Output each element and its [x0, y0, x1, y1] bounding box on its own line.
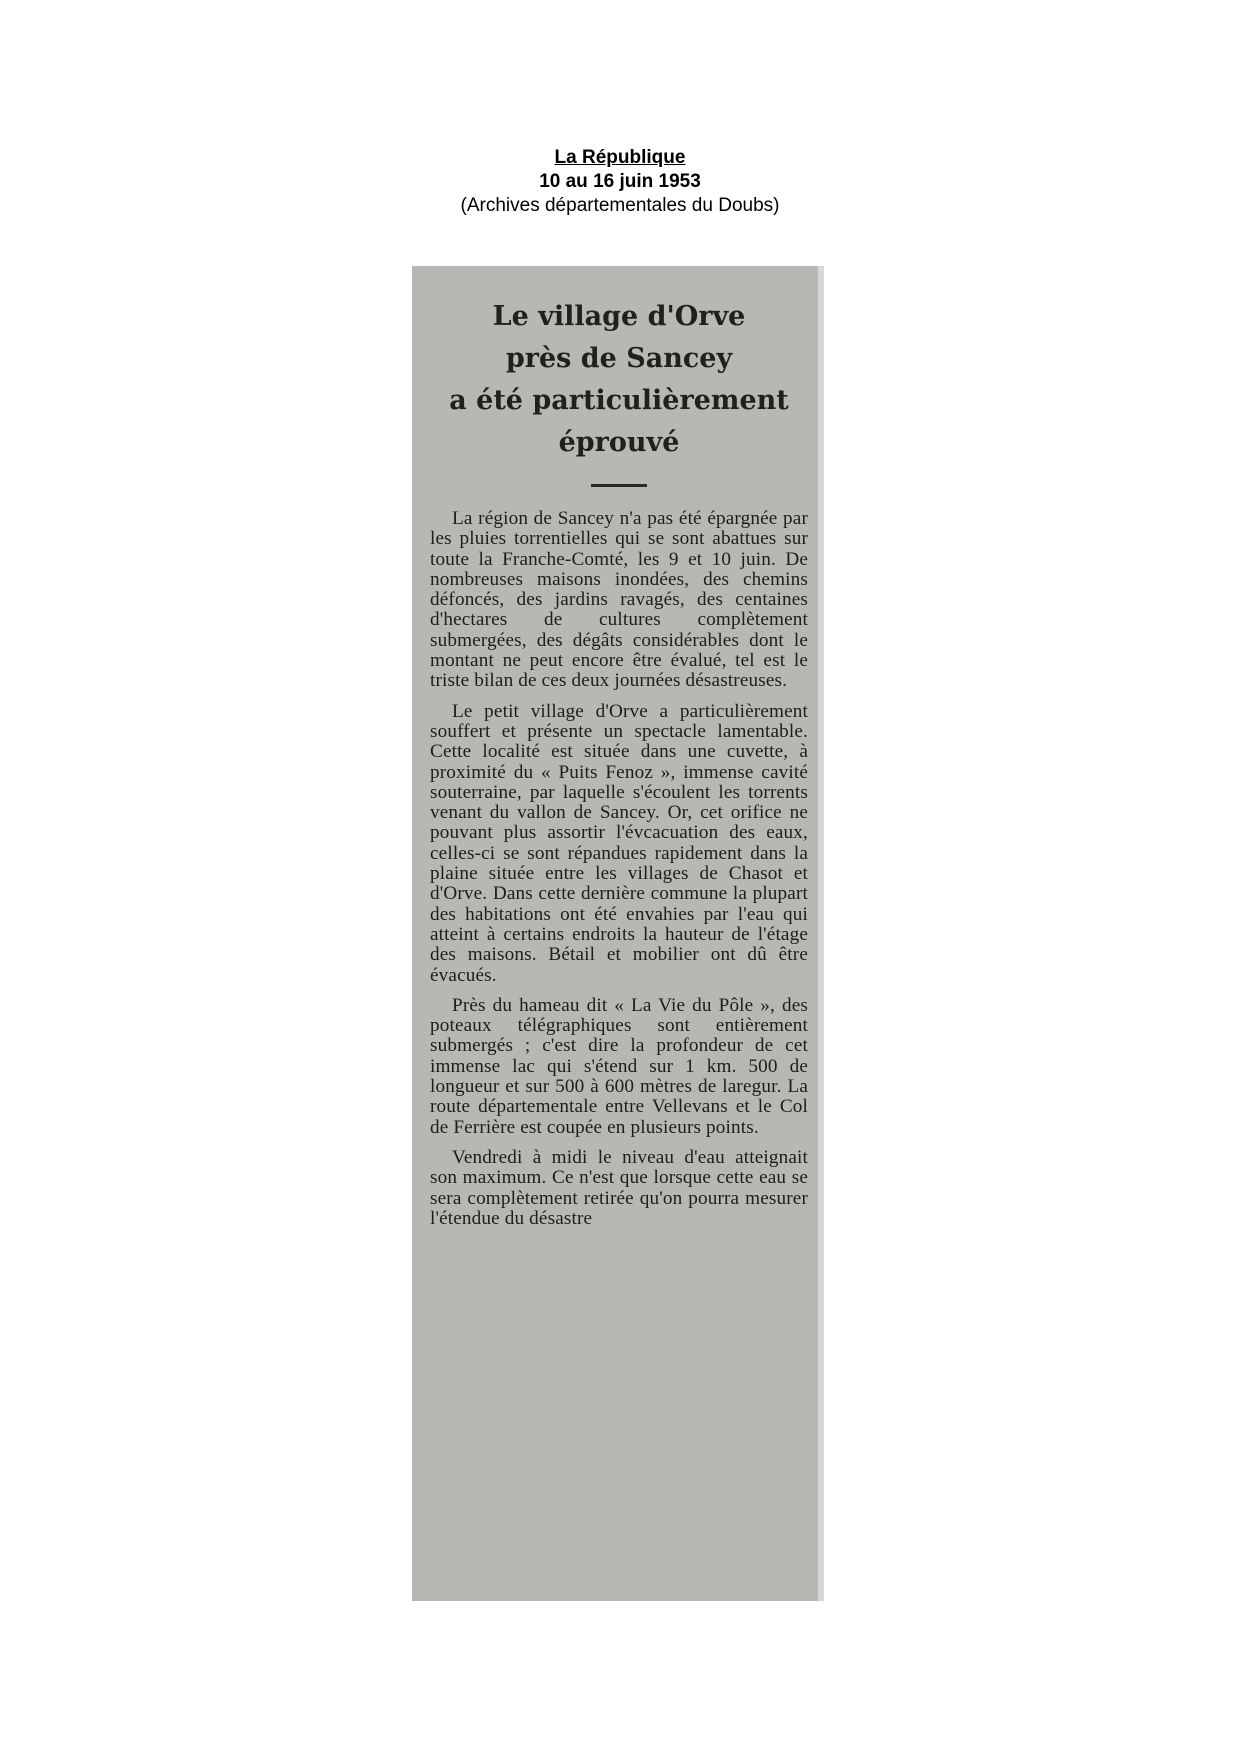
publication-date: 10 au 16 juin 1953: [539, 171, 701, 192]
document-header: [0, 146, 1240, 218]
archive-source: (Archives départementales du Doubs): [460, 195, 780, 216]
newspaper-clipping: [412, 266, 824, 1601]
headline-line: Le village d'Orve: [492, 301, 746, 332]
article-paragraph: La région de Sancey n'a pas été épargnée par les pluies torrentielles qui se sont abattues sur toute la Franche-Comté, les 9 et 10 juin. De nombreuses maisons inondées, des chemins défoncés, des jardins ravagés, des centaines d'hectares de cultures complètement submergées, des dégâts considérables dont le montant ne peut encore être évalué, tel est le triste bilan de ces deux journées désastreuses.: [430, 508, 808, 692]
headline-divider: [591, 484, 647, 487]
article-body: [430, 509, 808, 1229]
article-headline: [430, 296, 808, 464]
publication-title: La République: [554, 147, 686, 168]
article-paragraph: Vendredi à midi le niveau d'eau atteignait son maximum. Ce n'est que lorsque cette eau se sera complètement retirée qu'on pourra mesurer l'étendue du désastre: [430, 1146, 808, 1229]
article-paragraph: Près du hameau dit « La Vie du Pôle », des poteaux télégraphiques sont entièrement submergés ; c'est dire la profondeur de cet immense lac qui s'étend sur 1 km. 500 de longueur et sur 500 à 600 mètres de laregur. La route départementale entre Vellevans et le Col de Ferrière est coupée en plusieurs points.: [430, 994, 808, 1138]
headline-line: a été particulièrement: [449, 385, 789, 416]
article-paragraph: Le petit village d'Orve a particulièrement souffert et présente un spectacle lamentable. Cette localité est située dans une cuvette, à proximité du « Puits Fenoz », immense cavité souterraine, par laquelle s'écoulent les torrents venant du vallon de Sancey. Or, cet orifice ne pouvant plus assortir l'évcacuation des eaux, celles-ci se sont répandues rapidement dans la plaine située entre les villages de Chasot et d'Orve. Dans cette dernière commune la plupart des habitations ont été envahies par l'eau qui atteint à certains endroits la hauteur de l'étage des maisons. Bétail et mobilier ont dû être évacués.: [430, 700, 808, 986]
headline-line: près de Sancey: [505, 343, 733, 374]
headline-line: éprouvé: [558, 427, 680, 458]
